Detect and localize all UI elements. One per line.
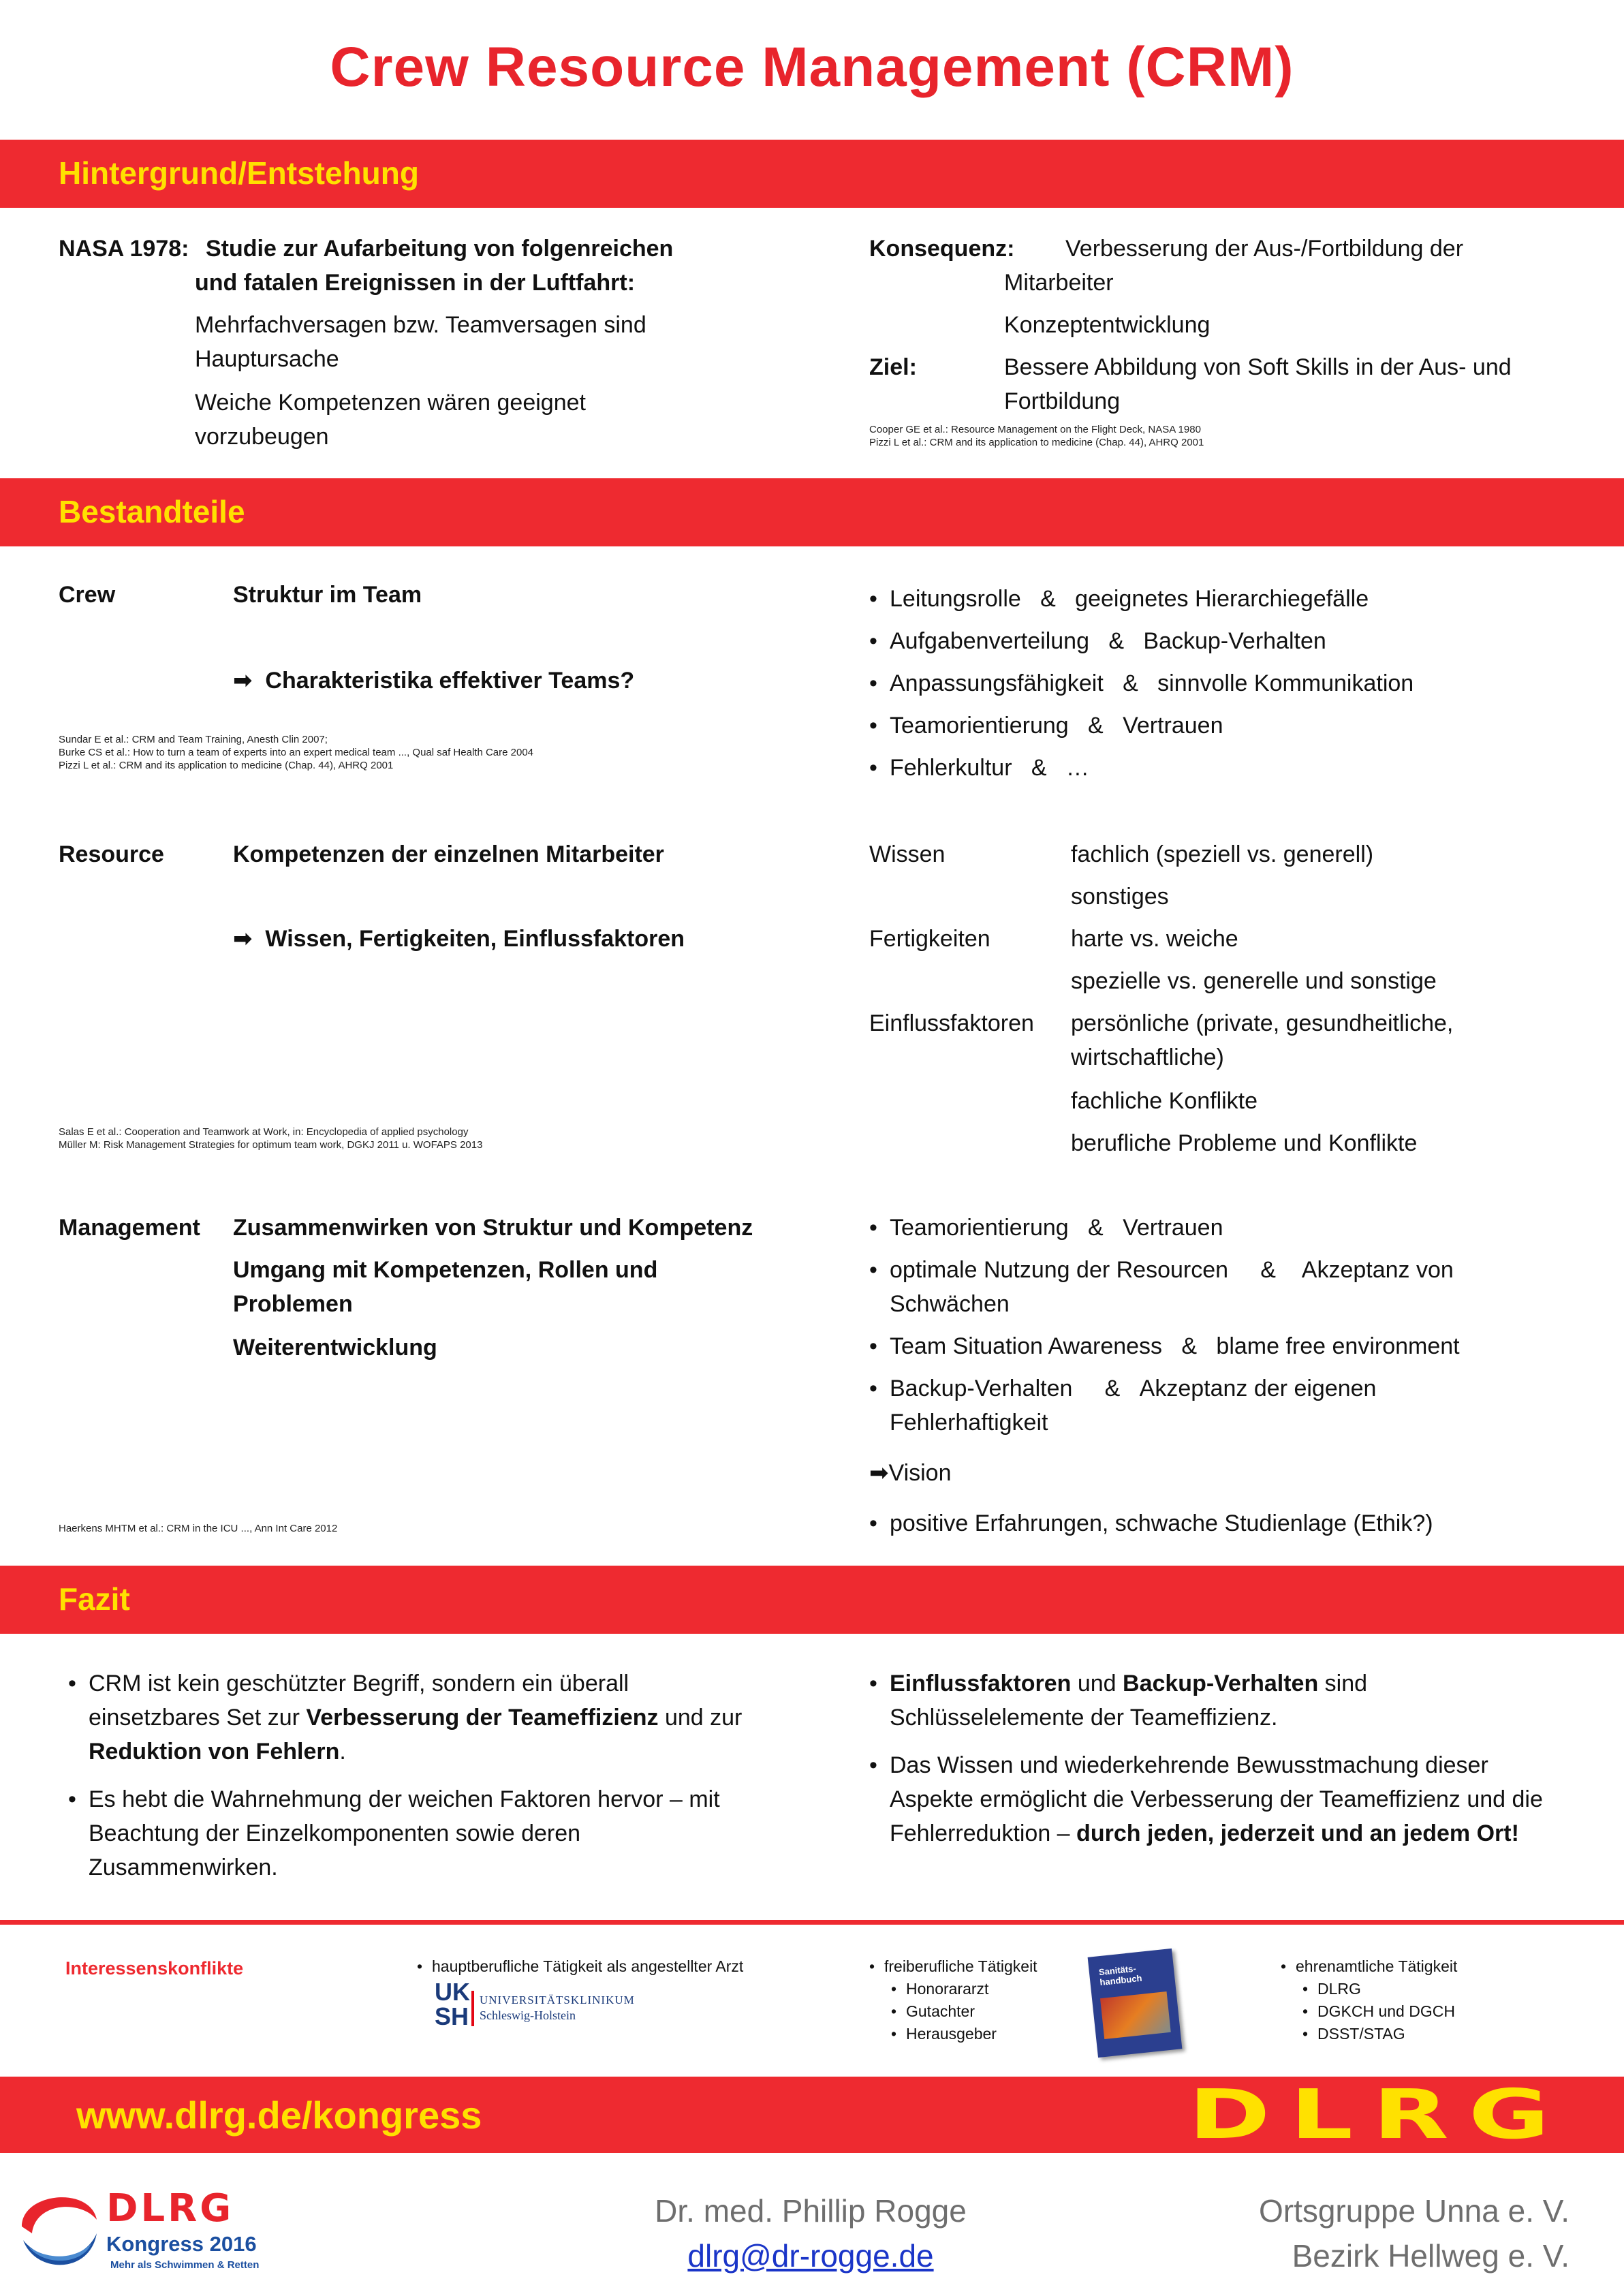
list-item: • ehrenamtliche Tätigkeit (1281, 1955, 1457, 1978)
arrow-icon: ➡ (233, 926, 253, 952)
book-cover-image (1088, 1949, 1183, 2058)
interessen-col2 (869, 1955, 1037, 2045)
uksh-name: UNIVERSITÄTSKLINIKUM (480, 1994, 635, 2006)
konsequenz-label: Konsequenz: (869, 236, 1015, 262)
author-name: Dr. med. Phillip Rogge (655, 2193, 967, 2229)
list-item: • Honorararzt (869, 1978, 1037, 2000)
kongress-logo-text: DLRG (106, 2186, 234, 2231)
list-item: • optimale Nutzung der Resourcen & Akzeptanz von Schwächen (869, 1253, 1482, 1321)
interessen-col1 (417, 1955, 743, 1978)
fertigkeiten-item: harte vs. weiche (1071, 926, 1238, 952)
list-item: • Das Wissen und wiederkehrende Bewusstmachung dieser Aspekte ermöglicht die Verbesserung der Teameffizienz und die Fehlerreduktion – durch jeden, jederzeit und an jedem Ort! (869, 1748, 1544, 1850)
list-item: • Herausgeber (869, 2023, 1037, 2045)
list-item: • Backup-Verhalten & Akzeptanz der eigenen Fehlerhaftigkeit (869, 1371, 1455, 1440)
page-title: Crew Resource Management (CRM) (330, 36, 1294, 98)
crew-bullets (869, 578, 1414, 789)
fazit-left (68, 1666, 749, 1884)
einfluss-label: Einflussfaktoren (869, 1010, 1034, 1036)
nasa-line2: und fatalen Ereignissen in der Luftfahrt: (195, 270, 636, 296)
arrow-icon: ➡ (233, 668, 253, 694)
management-heading: Umgang mit Kompetenzen, Rollen und Problemen (233, 1257, 658, 1317)
dlrg-logo: DLRG (1188, 2075, 1570, 2154)
ziel-text: Bessere Abbildung von Soft Skills in der Aus- und Fortbildung (1004, 354, 1512, 414)
list-item: • positive Erfahrungen, schwache Studienlage (Ethik?) (869, 1506, 1550, 1540)
kongress-logo (15, 2179, 287, 2288)
konsequenz-text: Verbesserung der Aus-/Fortbildung der Mitarbeiter (1004, 236, 1464, 296)
list-item: • DLRG (1281, 1978, 1457, 2000)
reference: Pizzi L et al.: CRM and its application to medicine (Chap. 44), AHRQ 2001 (869, 437, 1204, 448)
einfluss-item: fachliche Konflikte (1071, 1088, 1258, 1114)
wissen-item: fachlich (speziell vs. generell) (1071, 841, 1374, 867)
section-title: Fazit (59, 1581, 130, 1617)
hintergrund-point: Weiche Kompetenzen wären geeignet vorzubeugen (195, 390, 586, 450)
list-item: • Team Situation Awareness & blame free environment (869, 1329, 1550, 1363)
kongress-slogan: Mehr als Schwimmen & Retten (110, 2259, 260, 2271)
reference: Pizzi L et al.: CRM and its application to medicine (Chap. 44), AHRQ 2001 (59, 760, 394, 771)
list-item: • Einflussfaktoren und Backup-Verhalten sind Schlüsselelemente der Teameffizienz. (869, 1666, 1544, 1735)
crew-label: Crew (59, 582, 116, 608)
konsequenz-text: Konzeptentwicklung (1004, 312, 1211, 338)
einfluss-item: berufliche Probleme und Konflikte (1071, 1130, 1418, 1156)
list-item: • Leitungsrolle & geeignetes Hierarchiegefälle (869, 578, 1414, 620)
management-heading: Zusammenwirken von Struktur und Kompetenz (233, 1215, 753, 1241)
management-label: Management (59, 1215, 200, 1241)
divider (0, 1920, 1624, 1925)
crew-arrow-line: ➡ Charakteristika effektiver Teams? (233, 668, 635, 694)
list-item: • DSST/STAG (1281, 2023, 1457, 2045)
management-bullets (869, 1211, 1550, 1540)
book-title: Sanitäts-handbuch (1098, 1963, 1143, 1988)
org-name: Bezirk Hellweg e. V. (1292, 2238, 1570, 2274)
uksh-logo-bottom: SH (435, 2002, 469, 2030)
section-header-bestandteile (0, 478, 1624, 546)
interessen-label: Interessenskonflikte (65, 1958, 244, 1979)
uksh-logo-top: UK (435, 1978, 470, 2006)
fertigkeiten-item: spezielle vs. generelle und sonstige (1071, 968, 1437, 994)
interessen-col3 (1281, 1955, 1457, 2045)
arrow-icon: ➡ (869, 1460, 889, 1486)
wissen-label: Wissen (869, 841, 946, 867)
reference: Sundar E et al.: CRM and Team Training, Anesth Clin 2007; (59, 734, 328, 745)
author-email-link[interactable]: dlrg@dr-rogge.de (687, 2238, 934, 2274)
nasa-line1: Studie zur Aufarbeitung von folgenreichen (206, 236, 674, 262)
reference: Cooper GE et al.: Resource Management on the Flight Deck, NASA 1980 (869, 424, 1201, 435)
section-header-hintergrund (0, 140, 1624, 208)
list-item: • freiberufliche Tätigkeit (869, 1955, 1037, 1978)
section-header-fazit (0, 1566, 1624, 1634)
list-item: • DGKCH und DGCH (1281, 2000, 1457, 2023)
footer-band (0, 2077, 1624, 2153)
nasa-label: NASA 1978: (59, 236, 189, 262)
org-name: Ortsgruppe Unna e. V. (1258, 2193, 1570, 2229)
section-title: Bestandteile (59, 494, 245, 529)
footer-url[interactable]: www.dlrg.de/kongress (76, 2094, 482, 2137)
list-item: • Fehlerkultur & … (869, 747, 1414, 789)
list-item: • Anpassungsfähigkeit & sinnvolle Kommunikation (869, 662, 1414, 704)
uksh-accent-bar (471, 1991, 474, 2026)
resource-label: Resource (59, 841, 164, 867)
wissen-item: sonstiges (1071, 884, 1169, 910)
vision-line: ➡Vision (869, 1460, 952, 1486)
kongress-year: Kongress 2016 (106, 2232, 257, 2256)
uksh-logo (435, 1980, 639, 2034)
ziel-label: Ziel: (869, 354, 917, 380)
reference: Burke CS et al.: How to turn a team of experts into an expert medical team ..., Qual saf Health Care 2004 (59, 747, 534, 758)
management-heading: Weiterentwicklung (233, 1335, 437, 1361)
reference: Salas E et al.: Cooperation and Teamwork at Work, in: Encyclopedia of applied psychology (59, 1126, 469, 1138)
einfluss-item: persönliche (private, gesundheitliche, wirtschaftliche) (1071, 1010, 1454, 1070)
book-cover-photo (1100, 1991, 1171, 2039)
section-title: Hintergrund/Entstehung (59, 155, 419, 191)
hintergrund-point: Mehrfachversagen bzw. Teamversagen sind Hauptursache (195, 312, 646, 372)
resource-heading: Kompetenzen der einzelnen Mitarbeiter (233, 841, 664, 867)
resource-arrow-line: ➡ Wissen, Fertigkeiten, Einflussfaktoren (233, 926, 685, 952)
list-item: • CRM ist kein geschützter Begriff, sondern ein überall einsetzbares Set zur Verbesserung der Teameffizienz und zur Reduktion von Fehlern. (68, 1666, 749, 1769)
list-item: • Aufgabenverteilung & Backup-Verhalten (869, 620, 1414, 662)
list-item: • Es hebt die Wahrnehmung der weichen Faktoren hervor – mit Beachtung der Einzelkomponenten sowie deren Zusammenwirken. (68, 1782, 749, 1884)
reference: Haerkens MHTM et al.: CRM in the ICU ..., Ann Int Care 2012 (59, 1523, 338, 1534)
list-item: • Teamorientierung & Vertrauen (869, 704, 1414, 747)
kongress-swirl-icon (15, 2179, 104, 2281)
list-item: • Gutachter (869, 2000, 1037, 2023)
crew-heading: Struktur im Team (233, 582, 422, 608)
fertigkeiten-label: Fertigkeiten (869, 926, 990, 952)
list-item: • Teamorientierung & Vertrauen (869, 1211, 1550, 1245)
reference: Müller M: Risk Management Strategies for optimum team work, DGKJ 2011 u. WOFAPS 2013 (59, 1139, 483, 1151)
uksh-name: Schleswig-Holstein (480, 2008, 576, 2022)
list-item: • hauptberufliche Tätigkeit als angestellter Arzt (417, 1955, 743, 1978)
fazit-right (869, 1666, 1544, 1850)
